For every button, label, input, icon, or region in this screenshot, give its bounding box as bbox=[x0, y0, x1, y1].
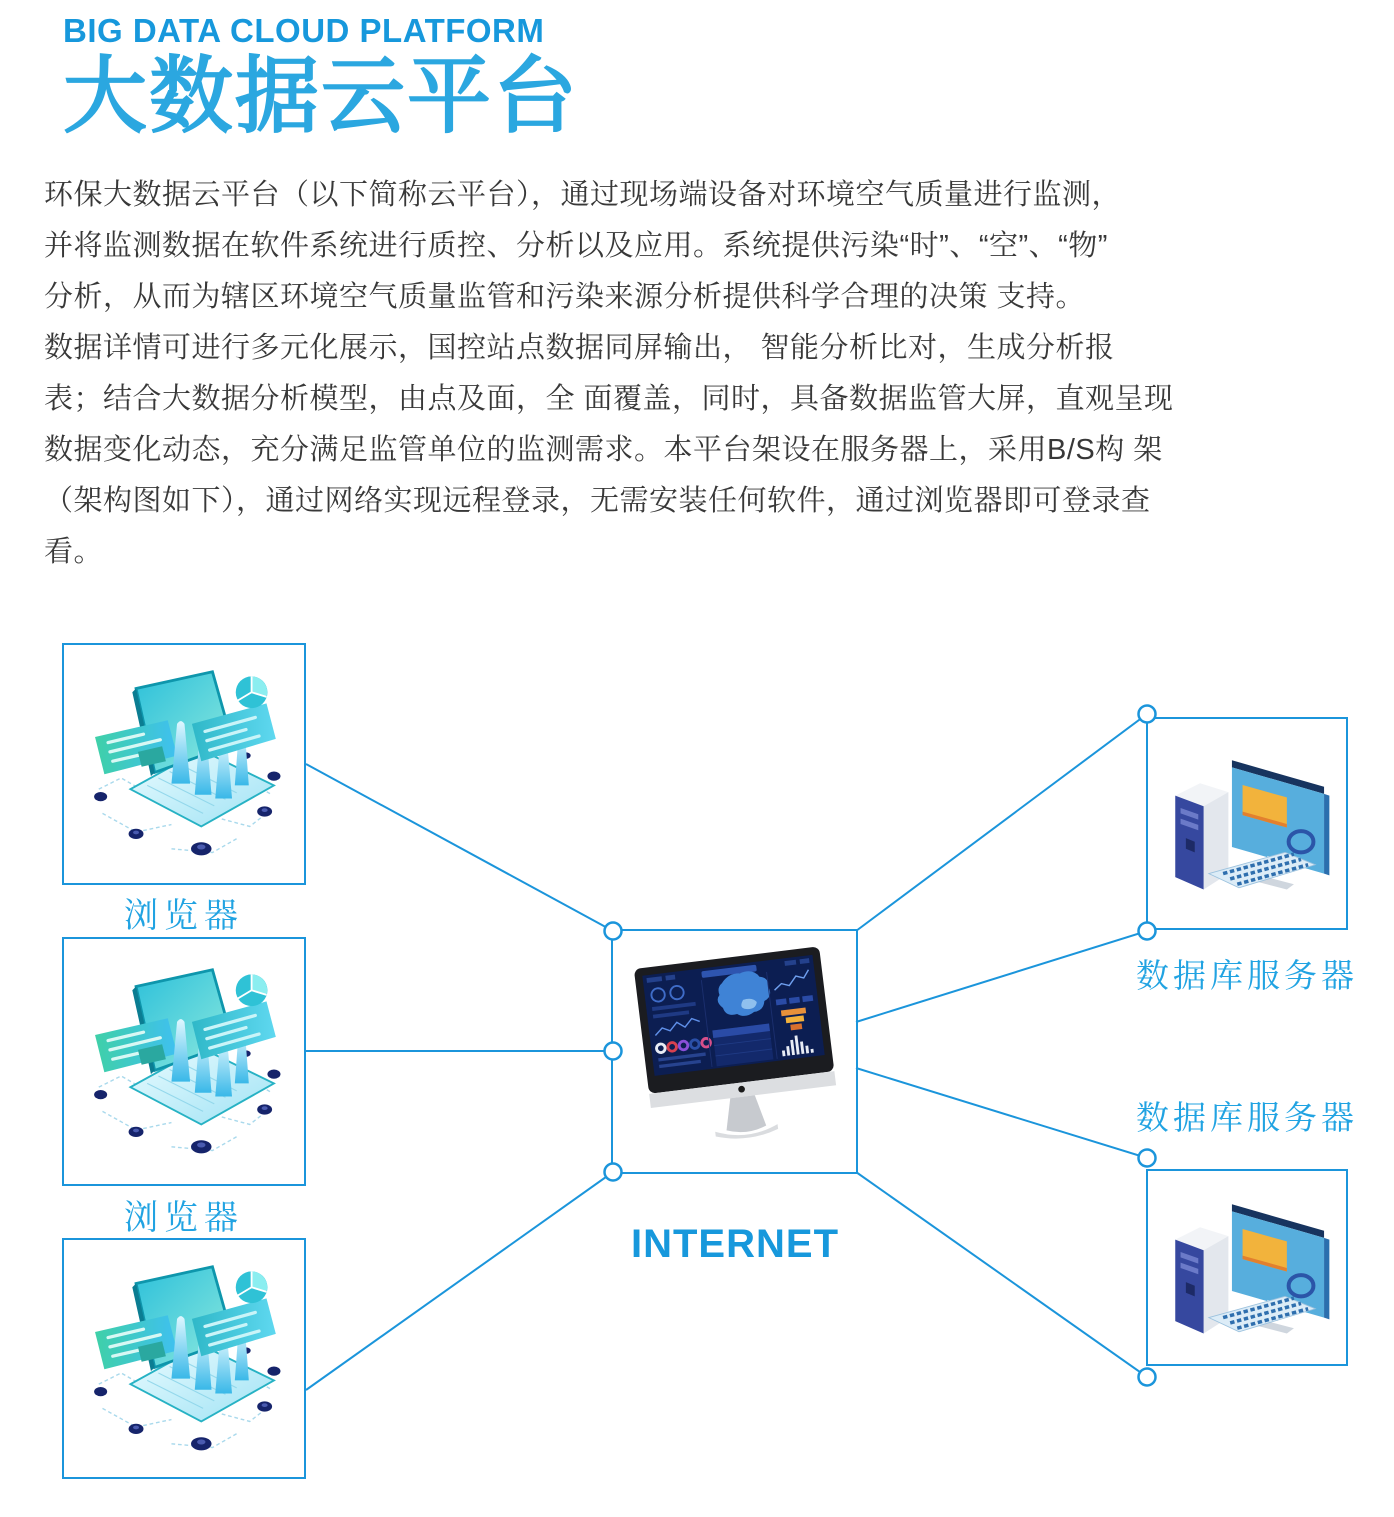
text-line: 数据变化动态，充分满足监管单位的监测需求。本平台架设在服务器上，采用B/S构 架 bbox=[44, 434, 1163, 466]
intro-paragraph-2 bbox=[44, 323, 1376, 578]
text-line: （架构图如下），通过网络实现远程登录，无需安装任何软件，通过浏览器即可登录查 bbox=[44, 485, 1151, 517]
text-line: 数据详情可进行多元化展示，国控站点数据同屏输出， 智能分析比对，生成分析报 bbox=[44, 332, 1115, 364]
text-line: 环保大数据云平台（以下简称云平台），通过现场端设备对环境空气质量进行监测， bbox=[44, 179, 1122, 211]
header-eyebrow: BIG DATA CLOUD PLATFORM bbox=[63, 12, 545, 49]
database-server-box-2 bbox=[1146, 1169, 1348, 1366]
page-header bbox=[63, 12, 580, 143]
desktop-computer-icon bbox=[1154, 744, 1340, 904]
browser-node-box-3 bbox=[62, 1238, 306, 1479]
database-server-box-1 bbox=[1146, 717, 1348, 930]
intro-paragraph-1 bbox=[44, 170, 1376, 323]
database-server-label-1: 数据库服务器 bbox=[1136, 959, 1358, 995]
intro-text bbox=[44, 170, 1376, 578]
internet-label: INTERNET bbox=[631, 1222, 839, 1266]
browser-node-box-1 bbox=[62, 643, 306, 885]
text-line: 并将监测数据在软件系统进行质控、分析以及应用。系统提供污染“时”、“空”、“物” bbox=[44, 230, 1108, 262]
browser-node-label-1: 浏览器 bbox=[124, 898, 244, 935]
text-line: 分析，从而为辖区环境空气质量监管和污染来源分析提供科学合理的决策 支持。 bbox=[44, 281, 1086, 313]
database-server-label-2: 数据库服务器 bbox=[1136, 1101, 1358, 1137]
text-line: 看。 bbox=[44, 536, 104, 568]
internet-node-box bbox=[611, 929, 858, 1174]
laptop-analytics-icon bbox=[82, 666, 287, 862]
desktop-computer-icon bbox=[1154, 1188, 1340, 1348]
text-line: 表；结合大数据分析模型，由点及面，全 面覆盖，同时，具备数据监管大屏，直观呈现 bbox=[44, 383, 1174, 415]
browser-node-box-2 bbox=[62, 937, 306, 1186]
laptop-analytics-icon bbox=[82, 1261, 287, 1457]
page-title: 大数据云平台 bbox=[63, 49, 580, 143]
laptop-analytics-icon bbox=[82, 964, 287, 1160]
imac-dashboard-icon bbox=[616, 940, 854, 1164]
browser-node-label-2: 浏览器 bbox=[124, 1200, 244, 1237]
